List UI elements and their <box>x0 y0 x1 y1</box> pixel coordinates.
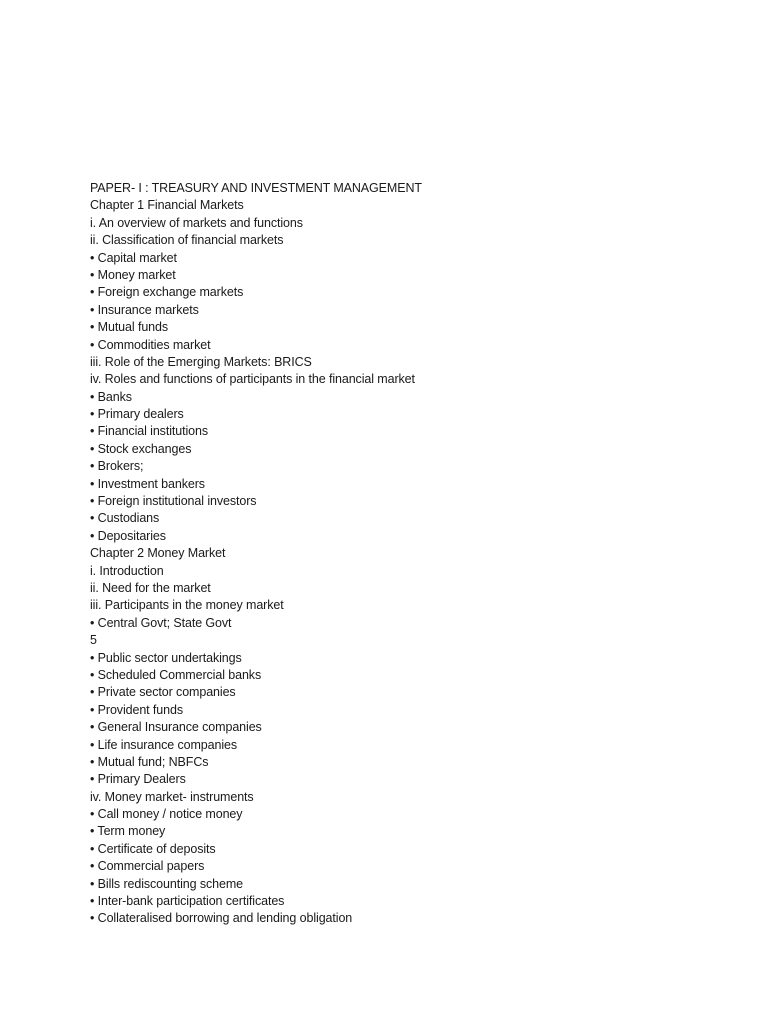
bullet-item: • Primary dealers <box>90 407 184 422</box>
bullet-item: • Banks <box>90 389 132 404</box>
bullet-item: • Primary Dealers <box>90 772 186 787</box>
bullet-item: • Insurance markets <box>90 302 199 317</box>
page-number: 5 <box>90 633 97 648</box>
bullet-item: • Custodians <box>90 511 160 526</box>
document-body <box>90 180 730 928</box>
section-item: iii. Role of the Emerging Markets: BRICS <box>90 354 312 369</box>
section-item: iii. Participants in the money market <box>90 598 284 613</box>
chapter-heading: Chapter 2 Money Market <box>90 546 226 561</box>
bullet-item: • Inter-bank participation certificates <box>90 894 285 909</box>
bullet-item: • Investment bankers <box>90 476 205 491</box>
bullet-item: • Financial institutions <box>90 424 209 439</box>
bullet-item: • Bills rediscounting scheme <box>90 876 244 891</box>
bullet-item: • Private sector companies <box>90 685 236 700</box>
section-item: ii. Need for the market <box>90 580 211 595</box>
bullet-item: • Commodities market <box>90 337 211 352</box>
section-item: ii. Classification of financial markets <box>90 233 284 248</box>
bullet-item: • Public sector undertakings <box>90 650 242 665</box>
paper-title: PAPER- I : TREASURY AND INVESTMENT MANAGEMENT <box>90 181 422 195</box>
bullet-item: • Mutual fund; NBFCs <box>90 754 209 769</box>
bullet-item: • Stock exchanges <box>90 441 192 456</box>
bullet-item: • Capital market <box>90 250 177 265</box>
bullet-item: • Brokers; <box>90 459 144 474</box>
bullet-item: • Call money / notice money <box>90 807 243 822</box>
section-item: iv. Roles and functions of participants in the financial market <box>90 372 415 387</box>
bullet-item: • Mutual funds <box>90 320 169 335</box>
bullet-item: • Depositaries <box>90 528 166 543</box>
bullet-item: • General Insurance companies <box>90 720 262 735</box>
bullet-item: • Certificate of deposits <box>90 841 216 856</box>
bullet-item: • Foreign institutional investors <box>90 494 257 509</box>
bullet-item: • Scheduled Commercial banks <box>90 667 262 682</box>
bullet-item: • Commercial papers <box>90 859 205 874</box>
chapter-heading: Chapter 1 Financial Markets <box>90 198 244 213</box>
section-item: i. An overview of markets and functions <box>90 215 303 230</box>
bullet-item: • Central Govt; State Govt <box>90 615 232 630</box>
section-item: i. Introduction <box>90 563 164 578</box>
bullet-item: • Collateralised borrowing and lending obligation <box>90 911 353 926</box>
bullet-item: • Provident funds <box>90 702 184 717</box>
bullet-item: • Life insurance companies <box>90 737 237 752</box>
bullet-item: • Money market <box>90 267 176 282</box>
bullet-item: • Term money <box>90 824 166 839</box>
bullet-item: • Foreign exchange markets <box>90 285 244 300</box>
section-item: iv. Money market- instruments <box>90 789 254 804</box>
